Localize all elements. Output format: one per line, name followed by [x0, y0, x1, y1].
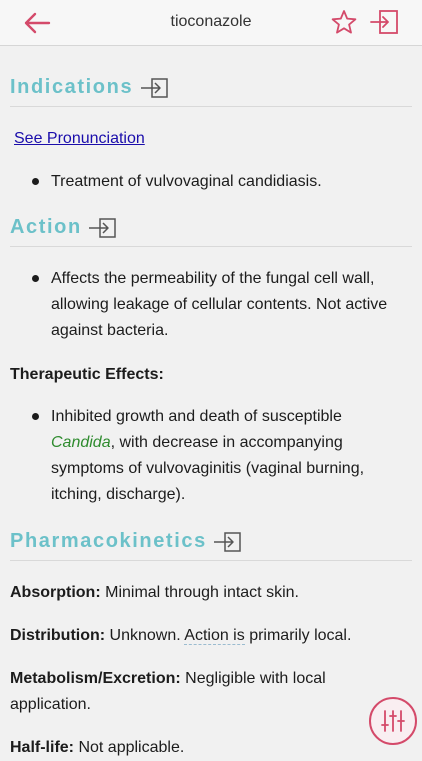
organism-name: Candida	[51, 434, 111, 451]
absorption-row	[10, 580, 412, 606]
therapeutic-text-post: , with decrease in accompanying symptoms of vulvovaginitis (vaginal burning, itching, discharge).	[51, 434, 365, 503]
metabolism-row	[10, 666, 370, 718]
metabolism-label: Metabolism/Excretion:	[10, 670, 181, 687]
indication-text: Treatment of vulvovaginal candidiasis.	[51, 173, 322, 190]
therapeutic-effects-text	[51, 404, 406, 508]
distribution-row	[10, 623, 412, 649]
therapeutic-effects-label: Therapeutic Effects:	[10, 366, 164, 383]
indications-heading: Indications	[10, 76, 134, 98]
bullet-dot	[32, 178, 39, 185]
distribution-value-part-2: Action is	[184, 627, 245, 644]
top-bar	[0, 0, 422, 46]
sliders-icon	[371, 699, 415, 743]
halflife-row	[10, 735, 412, 761]
jump-to-icon[interactable]	[140, 77, 170, 99]
distribution-value-part-3: primarily local.	[249, 627, 352, 644]
export-icon[interactable]	[369, 9, 399, 35]
filter-settings-button[interactable]	[369, 697, 417, 745]
pharmacokinetics-header	[10, 530, 412, 561]
pharmacokinetics-heading: Pharmacokinetics	[10, 530, 207, 552]
bullet-dot	[32, 275, 39, 282]
indications-header	[10, 76, 412, 107]
jump-to-icon[interactable]	[88, 217, 118, 239]
page-title: tioconazole	[170, 13, 252, 30]
star-icon[interactable]	[331, 9, 357, 35]
absorption-value: Minimal through intact skin.	[105, 584, 299, 601]
action-header	[10, 216, 412, 247]
halflife-value: Not applicable.	[78, 739, 185, 756]
halflife-label: Half-life:	[10, 739, 74, 756]
metabolism-value: Negligible with local application.	[10, 670, 326, 713]
absorption-label: Absorption:	[10, 584, 101, 601]
distribution-value-part-1: Unknown.	[109, 627, 181, 644]
therapeutic-text-pre: Inhibited growth and death of susceptible	[51, 408, 342, 425]
action-heading: Action	[10, 216, 82, 238]
bullet-dot	[32, 413, 39, 420]
jump-to-icon[interactable]	[213, 531, 243, 553]
see-pronunciation-link[interactable]: See Pronunciation	[14, 130, 145, 147]
distribution-label: Distribution:	[10, 627, 106, 644]
pronunciation-link-row	[14, 126, 416, 152]
action-text: Affects the permeability of the fungal cell wall, allowing leakage of cellular contents. Not active against bacteria.	[51, 270, 388, 339]
